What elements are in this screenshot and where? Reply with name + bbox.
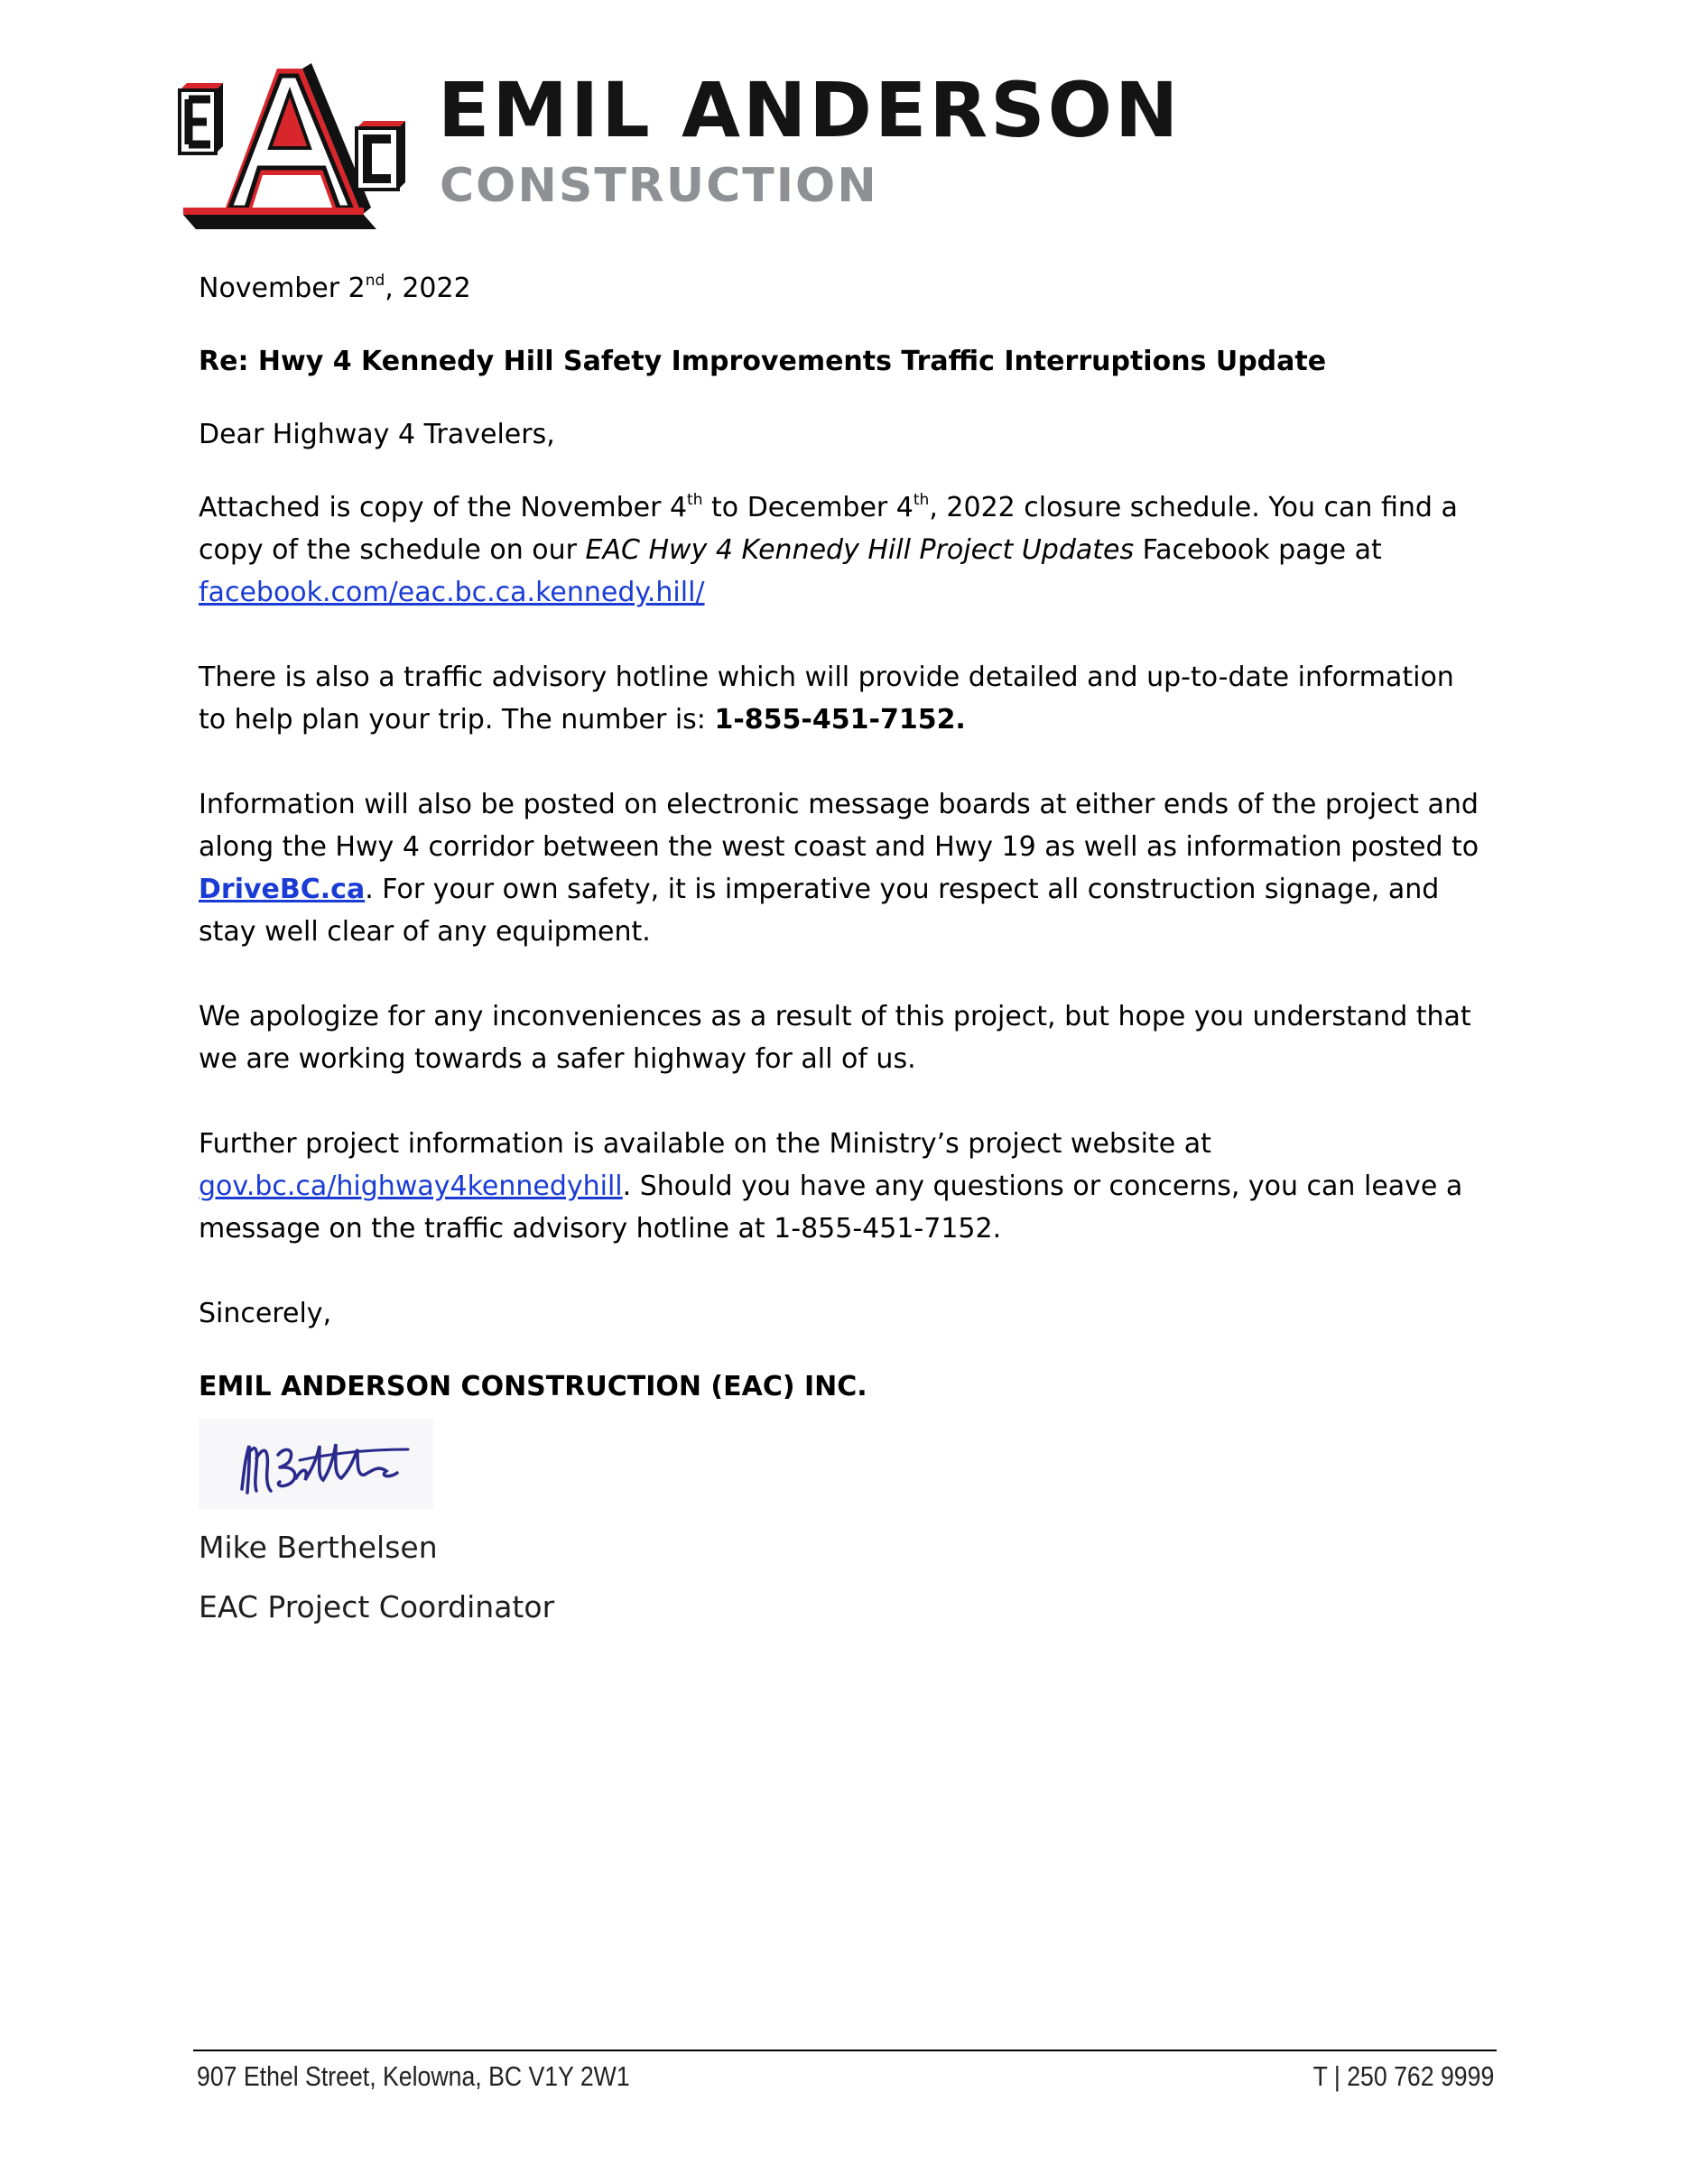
facebook-link[interactable]: facebook.com/eac.bc.ca.kennedy.hill/: [199, 577, 705, 608]
footer-divider: [193, 2050, 1497, 2051]
company-subtitle: CONSTRUCTION: [440, 159, 878, 213]
signer-title: EAC Project Coordinator: [199, 1589, 555, 1624]
footer-address: 907 Ethel Street, Kelowna, BC V1Y 2W1: [197, 2060, 630, 2092]
letter-date: November 2nd, 2022: [199, 272, 471, 304]
paragraph-message-boards: Information will also be posted on electronic message boards at either ends of the project and along the Hwy 4 corridor between the west coast and Hwy 19 as well as information posted to DriveBC.ca. For your own safety, it is imperative you respect all construction signage, and stay well clear of any equipment.: [199, 789, 1479, 948]
paragraph-schedule: Attached is copy of the November 4th to December 4th, 2022 closure schedule. You can find a copy of the schedule on our EAC Hwy 4 Kennedy Hill Project Updates Facebook page at facebook.com/eac.bc.ca.kennedy.hill/: [199, 491, 1458, 608]
ministry-website-link[interactable]: gov.bc.ca/highway4kennedyhill: [199, 1171, 623, 1202]
signer-company: EMIL ANDERSON CONSTRUCTION (EAC) INC.: [199, 1371, 867, 1402]
footer-phone: T | 250 762 9999: [1312, 2060, 1494, 2092]
paragraph-apology: We apologize for any inconveniences as a result of this project, but hope you understand that we are working towards a safer highway for all of us.: [199, 1001, 1471, 1075]
letterhead: [176, 63, 1313, 235]
signer-name: Mike Berthelsen: [199, 1530, 438, 1565]
paragraph-hotline: There is also a traffic advisory hotline which will provide detailed and up-to-date information to help plan your trip. The number is: 1-855-451-7152.: [199, 662, 1454, 736]
paragraph-further-info: Further project information is available on the Ministry’s project website at gov.bc.ca/highway4kennedyhill. Should you have any questions or concerns, you can leave a message on the traffic advisory hotline at 1-855-451-7152.: [199, 1128, 1463, 1245]
letter-body: [199, 267, 1480, 1637]
closing: Sincerely,: [199, 1298, 332, 1329]
hotline-number: 1-855-451-7152.: [714, 704, 966, 736]
eac-logo-icon: [176, 63, 411, 230]
letter-subject: Re: Hwy 4 Kennedy Hill Safety Improvements Traffic Interruptions Update: [199, 346, 1327, 377]
company-name: EMIL ANDERSON: [438, 66, 1182, 154]
handwritten-signature-icon: [199, 1419, 433, 1509]
drivebc-link[interactable]: DriveBC.ca: [199, 874, 366, 905]
salutation: Dear Highway 4 Travelers,: [199, 419, 555, 450]
